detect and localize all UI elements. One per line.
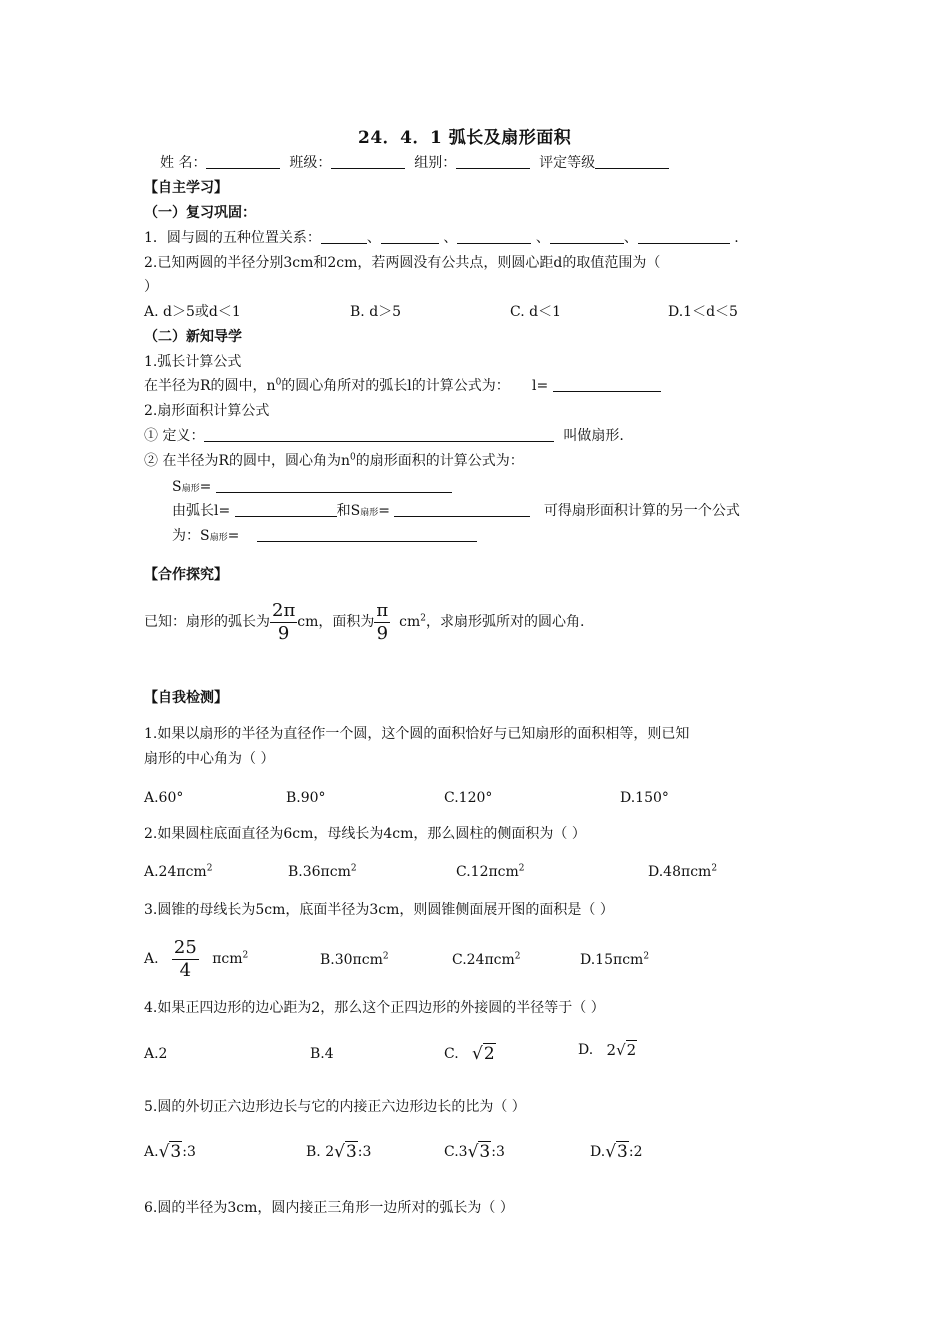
arc-length-blank[interactable] [235, 502, 337, 517]
test-q3-option-d [580, 950, 649, 970]
text: 和S [336, 503, 361, 519]
text: C.3 [444, 1144, 468, 1160]
text: :3 [182, 1144, 196, 1160]
review-question-2-line1: 2.已知两圆的半径分别3cm和2cm，若两圆没有公共点，则圆心距d的取值范围为（ [144, 255, 661, 271]
arc-length-fraction [270, 600, 297, 645]
group-blank[interactable] [456, 154, 530, 169]
separator: 、 [623, 230, 638, 246]
test-question-3: 3.圆锥的母线长为5cm，底面半径为3cm，则圆锥侧面展开图的面积是（ ） [144, 902, 614, 918]
two-sqrt-2: 2√2 [606, 1041, 637, 1059]
radicand: 3 [170, 1142, 182, 1162]
text: D.48πcm [648, 864, 712, 880]
test-question-6: 6.圆的半径为3cm，圆内接正三角形一边所对的弧长为（ ） [144, 1200, 514, 1216]
test-question-5: 5.圆的外切正六边形边长与它的内接正六边形边长的比为（ ） [144, 1099, 526, 1115]
area-fraction [374, 600, 390, 645]
text: = [227, 528, 240, 544]
grade-label: 评定等级 [539, 155, 596, 171]
separator: 、 [366, 230, 381, 246]
text: C.24πcm [452, 952, 515, 968]
test-q5-option-d [590, 1142, 642, 1162]
text: A. [144, 1144, 159, 1160]
period: . [734, 230, 739, 246]
test-q5-option-a [144, 1142, 196, 1162]
answer-blank[interactable] [638, 229, 730, 244]
test-q4-option-c [444, 1044, 496, 1064]
radicand: 2 [483, 1044, 495, 1064]
answer-blank[interactable] [381, 229, 439, 244]
review-q2-option-d: D.1＜d＜5 [668, 304, 738, 320]
subsection-new-knowledge-heading: （二）新知导学 [144, 329, 242, 345]
separator: 、 [443, 230, 458, 246]
text: 在半径为R的圆中，n [144, 378, 276, 394]
denominator: 9 [376, 622, 389, 644]
fraction-25-over-4 [172, 937, 199, 982]
superscript: 2 [518, 863, 525, 874]
sqrt-3: √3 [605, 1142, 628, 1162]
radicand: 3 [479, 1142, 491, 1162]
arc-length-answer-blank[interactable] [553, 377, 661, 392]
superscript: 2 [206, 863, 213, 874]
test-q4-option-d [578, 1040, 637, 1060]
text: 的扇形面积的计算公式为： [355, 453, 524, 469]
test-q3-option-a [144, 936, 248, 982]
section-self-study-heading: 【自主学习】 [144, 180, 228, 196]
test-q4-option-a: A.2 [144, 1046, 168, 1062]
radicand: 3 [617, 1142, 628, 1162]
answer-blank[interactable] [321, 229, 367, 244]
subscript: 扇形 [181, 484, 200, 494]
superscript: 2 [420, 613, 427, 624]
text: D. [578, 1042, 594, 1058]
text: A. [144, 951, 159, 967]
subscript: 扇形 [360, 508, 379, 518]
sqrt-2: √2 [472, 1044, 495, 1064]
test-q2-option-c [456, 862, 525, 882]
superscript: 2 [643, 951, 650, 962]
test-q2-option-b [288, 862, 357, 882]
cooperation-problem [144, 598, 584, 646]
page-title: 24．4．1 弧长及扇形面积 [358, 128, 572, 148]
sector-area-blank[interactable] [394, 502, 530, 517]
text: l= [532, 378, 549, 394]
test-q1-option-c: C.120° [444, 790, 493, 806]
text: S [172, 479, 182, 495]
text: B. 2 [306, 1144, 335, 1160]
name-label: 姓 名： [160, 155, 207, 171]
arc-length-formula-line [144, 376, 661, 396]
test-q5-option-c [444, 1142, 505, 1162]
test-q3-option-c [452, 950, 521, 970]
test-q3-option-b [320, 950, 389, 970]
radicand: 2 [626, 1041, 637, 1059]
text: ，求扇形弧所对的圆心角. [426, 614, 585, 630]
text: :3 [491, 1144, 505, 1160]
class-label: 班级： [289, 155, 332, 171]
text: cm，面积为 [297, 614, 375, 630]
text: C.12πcm [456, 864, 519, 880]
text: B.36πcm [288, 864, 351, 880]
subsection-review-heading: （一）复习巩固： [144, 205, 256, 221]
sqrt-3: √3 [334, 1142, 357, 1162]
superscript: 2 [514, 951, 521, 962]
arc-length-heading: 1.弧长计算公式 [144, 354, 242, 370]
section-self-test-heading: 【自我检测】 [144, 690, 228, 706]
test-question-4: 4.如果正四边形的边心距为2，那么这个正四边形的外接圆的半径等于（ ） [144, 1000, 605, 1016]
sqrt-3: √3 [467, 1142, 491, 1162]
test-question-1-line1: 1.如果以扇形的半径为直径作一个圆，这个圆的面积恰好与已知扇形的面积相等，则已知 [144, 726, 690, 742]
test-q4-option-b: B.4 [310, 1046, 334, 1062]
test-q5-option-b [306, 1142, 371, 1162]
superscript: 2 [350, 863, 357, 874]
alternate-formula-answer-line [172, 526, 477, 548]
test-q2-option-d [648, 862, 717, 882]
text: B.30πcm [320, 952, 383, 968]
test-q1-option-a: A.60° [144, 790, 184, 806]
header-fields [160, 153, 669, 173]
text: 的圆心角所对的弧长l的计算公式为： [281, 378, 510, 394]
review-question-1 [144, 228, 739, 248]
coefficient: 2 [606, 1041, 617, 1059]
sector-area-formula-line [144, 451, 524, 471]
sector-area-heading: 2.扇形面积计算公式 [144, 403, 270, 419]
text: cm [399, 614, 421, 630]
test-question-1-line2: 扇形的中心角为（ ） [144, 751, 275, 767]
name-blank[interactable] [206, 154, 280, 169]
sector-area-answer-blank[interactable] [216, 478, 452, 493]
text: D.15πcm [580, 952, 644, 968]
alternate-formula-blank[interactable] [257, 527, 477, 542]
test-q1-option-b: B.90° [286, 790, 326, 806]
numerator: 25 [173, 936, 197, 958]
text: 为：S [172, 528, 210, 544]
test-q2-option-a [144, 862, 212, 882]
grade-blank[interactable] [595, 154, 669, 169]
test-question-2: 2.如果圆柱底面直径为6cm，母线长为4cm，那么圆柱的侧面积为（ ） [144, 826, 586, 842]
sqrt-3: √3 [158, 1142, 182, 1162]
text: πcm [212, 951, 243, 967]
text: A.24πcm [144, 864, 207, 880]
sector-area-answer-line [172, 477, 452, 499]
text: 可得扇形面积计算的另一个公式 [543, 503, 740, 519]
numerator: 2π [272, 599, 296, 621]
text: = [199, 479, 212, 495]
group-label: 组别： [414, 155, 457, 171]
class-blank[interactable] [331, 154, 405, 169]
text: = [378, 503, 391, 519]
section-cooperation-heading: 【合作探究】 [144, 567, 228, 583]
radicand: 3 [345, 1142, 357, 1162]
superscript: 0 [350, 452, 356, 463]
alternate-formula-line [172, 501, 740, 523]
superscript: 2 [382, 951, 389, 962]
text: 已知：扇形的弧长为 [144, 614, 270, 630]
review-q1-text: 1．圆与圆的五种位置关系： [144, 230, 321, 246]
superscript: 2 [242, 950, 249, 961]
text: ② 在半径为R的圆中，圆心角为n [144, 453, 351, 469]
denominator: 4 [179, 959, 192, 981]
answer-blank[interactable] [457, 229, 531, 244]
text: 由弧长l= [172, 503, 231, 519]
review-q2-option-a: A. d＞5或d＜1 [144, 304, 241, 320]
superscript: 0 [275, 377, 282, 388]
text: :2 [628, 1144, 643, 1160]
review-q2-option-c: C. d＜1 [510, 304, 561, 320]
definition-blank[interactable] [204, 427, 554, 442]
text: D. [590, 1144, 606, 1160]
sector-definition-line [144, 426, 624, 446]
numerator: π [376, 599, 389, 621]
separator: 、 [535, 230, 550, 246]
test-q1-option-d: D.150° [620, 790, 669, 806]
review-q2-option-b: B. d＞5 [350, 304, 402, 320]
subscript: 扇形 [209, 533, 228, 543]
answer-blank[interactable] [550, 229, 624, 244]
denominator: 9 [277, 622, 290, 644]
review-question-2-line2: ） [144, 279, 158, 295]
text: C. [444, 1046, 459, 1062]
text: :3 [357, 1144, 372, 1160]
text: ① 定义： [144, 428, 205, 444]
superscript: 2 [711, 863, 718, 874]
text: 叫做扇形. [563, 428, 624, 444]
